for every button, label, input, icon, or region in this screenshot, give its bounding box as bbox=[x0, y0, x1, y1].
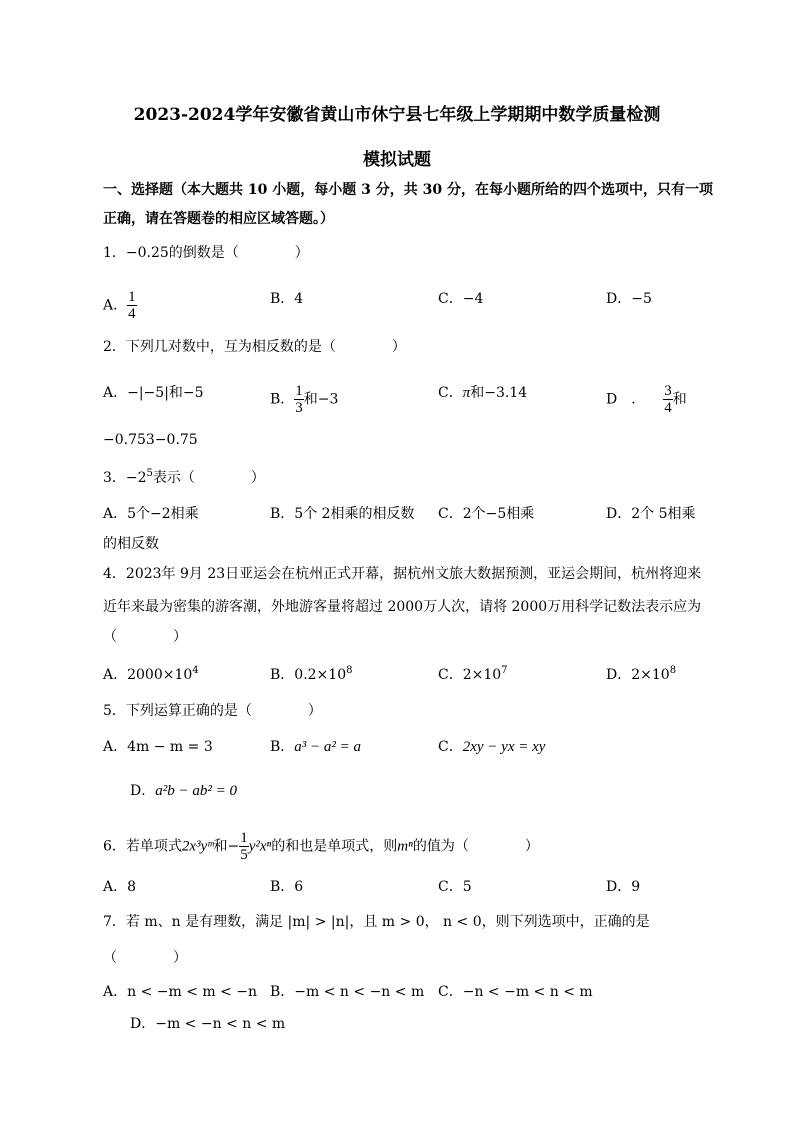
question-6-stem: 6．若单项式2x³yᵐ和− $\frac{1}{5}$ y²xⁿ的和也是单项式，则mⁿ的值为（ ） bbox=[103, 830, 539, 863]
q2-option-a: A．−|−5|和−5 bbox=[103, 385, 204, 401]
q3-option-a: A．5个−2相乘 bbox=[103, 506, 199, 522]
question-4-line3: （ ） bbox=[103, 629, 187, 645]
q1-option-a: A． $\frac{1}{4}$ bbox=[103, 289, 136, 322]
question-7-line1: 7．若 m、n 是有理数，满足 |m| > |n|，且 m > 0， n < 0，则下列选项中，正确的是 bbox=[103, 914, 650, 930]
q6-option-b: B．6 bbox=[270, 879, 304, 895]
q7-option-a: A．n < −m < m < −n bbox=[103, 984, 258, 1000]
question-7-line2: （ ） bbox=[103, 950, 187, 966]
q2-option-d-cont: −0.753−0.75 bbox=[103, 432, 198, 448]
question-4-line1: 4．2023年 9月 23日亚运会在杭州正式开幕，据杭州文旅大数据预测，亚运会期间，杭州将迎来 bbox=[103, 566, 702, 582]
q4-option-a: A．$2000\times 10^4$ bbox=[103, 665, 199, 683]
q7-option-b: B．−m < n < −n < m bbox=[270, 984, 425, 1000]
q5-option-d: D．a²b − ab² = 0 bbox=[130, 783, 237, 799]
q5-option-b: B．a³ − a² = a bbox=[270, 739, 362, 755]
page-title: 2023-2024学年安徽省黄山市休宁县七年级上学期期中数学质量检测 bbox=[133, 105, 661, 125]
fraction: $\frac{1}{4}$ bbox=[128, 289, 136, 322]
q3-option-b: B．5个 2相乘的相反数 bbox=[270, 506, 415, 522]
q3-option-d: D．2个 5相乘 bbox=[606, 506, 696, 522]
q7-option-d: D．−m < −n < n < m bbox=[130, 1016, 286, 1032]
q6-option-c: C．5 bbox=[438, 879, 472, 895]
q3-option-c: C．2个−5相乘 bbox=[438, 506, 535, 522]
q2-option-b: B． $\frac{1}{3}$ 和−3 bbox=[270, 383, 339, 416]
q2-option-d: D ． $\frac{3}{4}$ 和 bbox=[606, 383, 687, 416]
q4-option-b: B．$0.2\times 10^8$ bbox=[270, 665, 353, 683]
question-1-stem: 1．−0.25的倒数是（ ） bbox=[103, 245, 309, 261]
q7-option-c: C．−n < −m < n < m bbox=[438, 984, 593, 1000]
q6-option-a: A．8 bbox=[103, 879, 137, 895]
q5-option-a: A．4m − m = 3 bbox=[103, 739, 213, 755]
q4-option-c: C．$2\times 10^7$ bbox=[438, 665, 508, 683]
question-5-stem: 5．下列运算正确的是（ ） bbox=[103, 703, 322, 719]
section-heading: 一、选择题（本大题共 10 小题，每小题 3 分，共 30 分，在每小题所给的四个选项中，只有一项 bbox=[103, 182, 713, 198]
q5-option-c: C．2xy − yx = xy bbox=[438, 739, 546, 755]
question-2-stem: 2．下列几对数中，互为相反数的是（ ） bbox=[103, 339, 406, 355]
q1-option-c: C．−4 bbox=[438, 291, 484, 307]
q4-option-d: D．$2\times 10^8$ bbox=[606, 665, 677, 683]
q3-option-d-cont: 的相反数 bbox=[103, 536, 159, 552]
q6-option-d: D．9 bbox=[606, 879, 641, 895]
q1-option-d: D．−5 bbox=[606, 291, 652, 307]
question-3-stem: 3．$-2^5$表示（ ） bbox=[103, 468, 265, 486]
page-subtitle: 模拟试题 bbox=[363, 150, 431, 170]
q1-option-b: B．4 bbox=[270, 291, 304, 307]
q2-option-c: C．π和−3.14 bbox=[438, 385, 528, 401]
section-heading-cont: 正确，请在答题卷的相应区域答题。） bbox=[103, 211, 334, 227]
question-4-line2: 近年来最为密集的游客潮，外地游客量将超过 2000万人次，请将 2000万用科学记数法表示应为 bbox=[103, 599, 702, 615]
